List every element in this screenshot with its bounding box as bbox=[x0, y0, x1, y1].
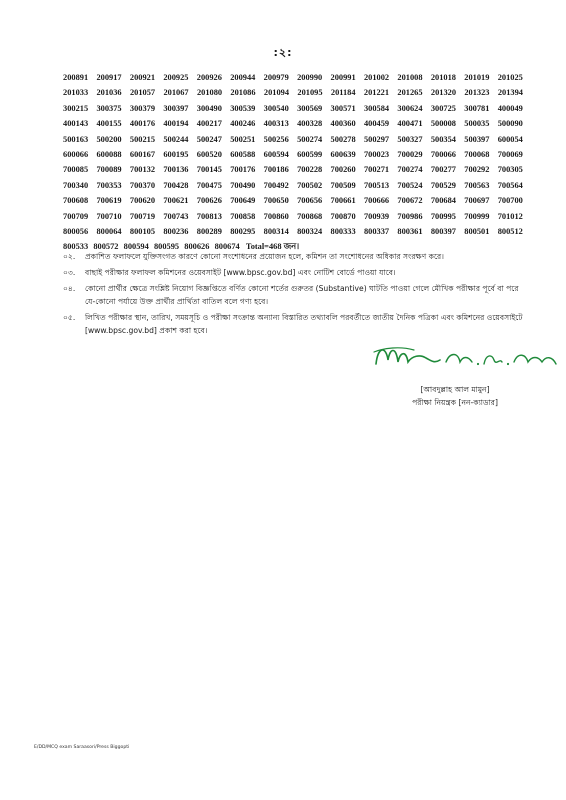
roll-number: 201080 bbox=[196, 88, 223, 98]
roll-number: 201019 bbox=[464, 73, 490, 82]
roll-number: 600054 bbox=[497, 134, 523, 144]
roll-number: 600088 bbox=[96, 149, 122, 159]
roll-number: 700995 bbox=[430, 211, 456, 221]
roll-number: 201025 bbox=[497, 73, 523, 82]
roll-number: 700475 bbox=[196, 180, 222, 190]
roll-number: 400049 bbox=[497, 103, 523, 113]
roll-number: 300569 bbox=[297, 103, 323, 113]
roll-number: 700305 bbox=[497, 165, 523, 175]
roll-number: 800056 bbox=[63, 226, 89, 236]
roll-number: 600066 bbox=[63, 149, 89, 159]
roll-number: 700277 bbox=[430, 165, 456, 175]
roll-number: 700066 bbox=[430, 149, 456, 159]
roll-number: 201184 bbox=[330, 88, 356, 98]
handwritten-signature bbox=[368, 338, 566, 374]
roll-number: 700490 bbox=[230, 180, 256, 190]
roll-number: 800314 bbox=[263, 226, 289, 236]
roll-number: 800289 bbox=[196, 226, 222, 236]
roll-number: 400471 bbox=[397, 119, 423, 129]
roll-number: 500327 bbox=[397, 134, 423, 144]
roll-number: 201057 bbox=[129, 88, 156, 98]
roll-number: 700509 bbox=[330, 180, 356, 190]
roll-number: 700513 bbox=[363, 180, 390, 190]
roll-number: 201002 bbox=[363, 73, 390, 82]
roll-number: 700684 bbox=[430, 196, 456, 206]
roll-number: 600639 bbox=[330, 149, 356, 159]
roll-number: 400217 bbox=[196, 119, 222, 129]
roll-number: 800333 bbox=[330, 226, 356, 236]
roll-row bbox=[63, 178, 523, 193]
roll-number: 200990 bbox=[297, 73, 323, 82]
roll-number: 700986 bbox=[397, 211, 423, 221]
page-number: :২: bbox=[273, 46, 293, 59]
roll-number: 800295 bbox=[230, 226, 256, 236]
roll-number: 400313 bbox=[263, 119, 289, 129]
roll-number: 800594 bbox=[123, 242, 149, 252]
note-number: ০৫. bbox=[63, 313, 76, 322]
roll-number: 800105 bbox=[129, 226, 155, 236]
roll-number: 400155 bbox=[96, 119, 122, 129]
roll-number: 800626 bbox=[184, 242, 210, 252]
roll-number: 800533 bbox=[63, 242, 89, 252]
roll-number: 500278 bbox=[330, 134, 356, 144]
roll-number: 500256 bbox=[263, 134, 289, 144]
roll-number: 201033 bbox=[63, 88, 89, 98]
footer-reference: E/DD/MCQ exam Saraasori/Press Biggopti bbox=[34, 745, 130, 750]
roll-number: 201323 bbox=[464, 88, 490, 98]
roll-number: 700563 bbox=[464, 180, 490, 190]
roll-number: 500274 bbox=[297, 134, 323, 144]
roll-number: 700228 bbox=[297, 165, 323, 175]
roll-number: 201086 bbox=[230, 88, 256, 98]
roll-number: 700564 bbox=[497, 180, 523, 190]
roll-number: 800512 bbox=[497, 226, 523, 236]
roll-row bbox=[63, 85, 523, 100]
roll-number: 800572 bbox=[93, 242, 119, 252]
roll-number: 201036 bbox=[96, 88, 122, 98]
roll-row bbox=[63, 162, 523, 177]
roll-number: 500397 bbox=[464, 134, 490, 144]
roll-number: 700529 bbox=[430, 180, 456, 190]
roll-number: 200917 bbox=[96, 73, 122, 82]
roll-number: 700719 bbox=[129, 211, 155, 221]
roll-number: 200944 bbox=[230, 73, 256, 82]
roll-number: 600588 bbox=[230, 149, 256, 159]
roll-number: 700186 bbox=[263, 165, 289, 175]
roll-number: 500215 bbox=[129, 134, 155, 144]
roll-number: 300624 bbox=[397, 103, 423, 113]
roll-number: 300540 bbox=[263, 103, 289, 113]
roll-number: 400176 bbox=[129, 119, 155, 129]
notes-list bbox=[63, 250, 523, 340]
roll-number: 700029 bbox=[397, 149, 423, 159]
roll-number: 201095 bbox=[297, 88, 323, 98]
roll-number: 700709 bbox=[63, 211, 89, 221]
roll-number: 400246 bbox=[230, 119, 256, 129]
roll-number: 700650 bbox=[263, 196, 289, 206]
roll-number: 500200 bbox=[96, 134, 122, 144]
roll-number: 700069 bbox=[497, 149, 523, 159]
roll-number: 500251 bbox=[230, 134, 256, 144]
roll-number: 700999 bbox=[464, 211, 490, 221]
roll-number: 300379 bbox=[129, 103, 155, 113]
roll-number: 700868 bbox=[297, 211, 323, 221]
roll-number: 201265 bbox=[397, 88, 423, 98]
roll-number: 201067 bbox=[163, 88, 189, 98]
roll-number: 201394 bbox=[497, 88, 523, 98]
roll-number: 700626 bbox=[196, 196, 222, 206]
roll-number: 300571 bbox=[330, 103, 356, 113]
roll-number: 500297 bbox=[363, 134, 390, 144]
note-number: ০২. bbox=[63, 252, 76, 261]
note-item bbox=[63, 311, 523, 337]
roll-number: 201018 bbox=[430, 73, 456, 82]
roll-number: 800337 bbox=[363, 226, 390, 236]
roll-number: 300375 bbox=[96, 103, 122, 113]
roll-number: 700813 bbox=[196, 211, 222, 221]
roll-number: 800361 bbox=[397, 226, 423, 236]
roll-number: 600594 bbox=[263, 149, 289, 159]
roll-number: 500247 bbox=[196, 134, 222, 144]
roll-number: 700085 bbox=[63, 165, 89, 175]
roll-number: 400360 bbox=[330, 119, 356, 129]
roll-number: 500244 bbox=[163, 134, 189, 144]
roll-number: 700428 bbox=[163, 180, 189, 190]
roll-number: 700524 bbox=[397, 180, 423, 190]
note-number: ০৩. bbox=[63, 268, 76, 277]
note-item bbox=[63, 282, 523, 308]
roll-number: 200926 bbox=[196, 73, 222, 82]
roll-number: 600599 bbox=[297, 149, 323, 159]
roll-number: 700870 bbox=[330, 211, 356, 221]
roll-number-list bbox=[63, 70, 523, 255]
roll-number: 400459 bbox=[363, 119, 390, 129]
signatory-name: [আবদুল্লাহ আল মামুন] bbox=[420, 385, 490, 394]
roll-number: 700621 bbox=[163, 196, 189, 206]
roll-number: 700271 bbox=[363, 165, 390, 175]
roll-row bbox=[63, 116, 523, 131]
roll-number: 700132 bbox=[129, 165, 155, 175]
roll-number: 300725 bbox=[430, 103, 456, 113]
note-text: বাছাই পরীক্ষার ফলাফল কমিশনের ওয়েবসাইট [www.bpsc.gov.bd] এবং নোটিশ বোর্ডে পাওয়া যাবে। bbox=[85, 268, 396, 277]
roll-number: 700649 bbox=[230, 196, 256, 206]
roll-number: 400194 bbox=[163, 119, 189, 129]
signatory-designation: পরীক্ষা নিয়ন্ত্রক [নন-ক্যাডার] bbox=[412, 398, 498, 407]
roll-number: 700023 bbox=[363, 149, 390, 159]
roll-number: 500090 bbox=[497, 119, 523, 129]
roll-row bbox=[63, 147, 523, 162]
note-item bbox=[63, 266, 523, 279]
roll-number: 800397 bbox=[430, 226, 456, 236]
roll-number: 200921 bbox=[129, 73, 155, 82]
roll-number: 201094 bbox=[263, 88, 290, 98]
roll-number: 700661 bbox=[330, 196, 356, 206]
roll-number: 200891 bbox=[63, 73, 89, 82]
roll-number: 800501 bbox=[464, 226, 490, 236]
roll-number: 700939 bbox=[363, 211, 390, 221]
roll-number: 700089 bbox=[96, 165, 122, 175]
total-count: Total=468 জন। bbox=[245, 242, 300, 252]
roll-number: 500163 bbox=[63, 134, 89, 144]
roll-number: 600520 bbox=[196, 149, 222, 159]
roll-number: 701012 bbox=[497, 211, 523, 221]
roll-number: 201008 bbox=[397, 73, 423, 82]
note-text: প্রকাশিত ফলাফলে যুক্তিসংগত কারণে কোনো সংশোধনের প্রয়োজন হলে, কমিশন তা সংশোধনের অধিকার সংরক্ষণ করে। bbox=[85, 252, 444, 261]
roll-number: 700700 bbox=[497, 196, 523, 206]
roll-number: 700620 bbox=[129, 196, 155, 206]
roll-row bbox=[63, 193, 523, 208]
roll-number: 400143 bbox=[63, 119, 89, 129]
roll-number: 400328 bbox=[297, 119, 323, 129]
roll-number: 700260 bbox=[330, 165, 356, 175]
roll-number: 700145 bbox=[196, 165, 222, 175]
roll-number: 700136 bbox=[163, 165, 189, 175]
roll-row bbox=[63, 132, 523, 147]
roll-number: 700710 bbox=[96, 211, 122, 221]
roll-number: 700274 bbox=[397, 165, 423, 175]
roll-number: 700340 bbox=[63, 180, 89, 190]
roll-number: 700697 bbox=[464, 196, 490, 206]
roll-number: 700656 bbox=[297, 196, 323, 206]
roll-number: 800324 bbox=[297, 226, 323, 236]
roll-number: 200925 bbox=[163, 73, 189, 82]
roll-number: 200979 bbox=[263, 73, 289, 82]
roll-number: 800674 bbox=[214, 242, 240, 252]
roll-number: 600195 bbox=[163, 149, 189, 159]
roll-number: 700502 bbox=[297, 180, 323, 190]
roll-number: 500008 bbox=[430, 119, 456, 129]
roll-number: 201320 bbox=[430, 88, 456, 98]
roll-number: 300584 bbox=[363, 103, 390, 113]
roll-number: 700292 bbox=[464, 165, 490, 175]
roll-number: 700619 bbox=[96, 196, 122, 206]
roll-number: 700370 bbox=[129, 180, 155, 190]
roll-number: 700068 bbox=[464, 149, 490, 159]
roll-row bbox=[63, 101, 523, 116]
roll-number: 300397 bbox=[163, 103, 189, 113]
roll-number: 700672 bbox=[397, 196, 423, 206]
roll-number: 700608 bbox=[63, 196, 89, 206]
note-text: কোনো প্রার্থীর ক্ষেত্রে সংশ্লিষ্ট নিয়োগ বিজ্ঞপ্তিতে বর্ণিত কোনো শর্তের গুরুতর (Substantive) ঘাটতি পাওয়া গেলে মৌখিক পরীক্ষার পূর্বে বা পরে যে-কোনো পর্যায়ে উক্ত প্রার্থীর প্রার্থিতা বাতিল বলে গণ্য হবে। bbox=[85, 284, 519, 306]
roll-row bbox=[63, 70, 523, 85]
note-item bbox=[63, 250, 523, 263]
roll-number: 300490 bbox=[196, 103, 222, 113]
roll-number: 700492 bbox=[263, 180, 289, 190]
roll-number: 800595 bbox=[153, 242, 180, 252]
roll-number: 800064 bbox=[96, 226, 122, 236]
note-number: ০৪. bbox=[63, 284, 76, 293]
roll-number: 700860 bbox=[263, 211, 289, 221]
signatory-block bbox=[370, 383, 540, 409]
roll-number: 700353 bbox=[96, 180, 122, 190]
roll-number: 201221 bbox=[363, 88, 390, 98]
roll-row bbox=[63, 209, 523, 224]
roll-number: 700666 bbox=[363, 196, 390, 206]
roll-number: 300215 bbox=[63, 103, 89, 113]
roll-number: 200991 bbox=[330, 73, 356, 82]
roll-number: 700858 bbox=[230, 211, 256, 221]
roll-number: 500035 bbox=[464, 119, 490, 129]
roll-number: 500354 bbox=[430, 134, 456, 144]
roll-row bbox=[63, 224, 523, 239]
roll-number: 800236 bbox=[163, 226, 189, 236]
roll-number: 300781 bbox=[464, 103, 490, 113]
roll-number: 300539 bbox=[230, 103, 256, 113]
roll-number: 700743 bbox=[163, 211, 189, 221]
roll-number: 700176 bbox=[230, 165, 256, 175]
note-text: লিখিত পরীক্ষার স্থান, তারিখ, সময়সূচি ও পরীক্ষা সংক্রান্ত অন্যান্য বিস্তারিত তথ্যাবলি পরবর্তীতে জাতীয় দৈনিক পত্রিকা এবং কমিশনের ওয়েবসাইটে [www.bpsc.gov.bd] প্রকাশ করা হবে। bbox=[85, 313, 523, 335]
roll-number: 600167 bbox=[129, 149, 155, 159]
